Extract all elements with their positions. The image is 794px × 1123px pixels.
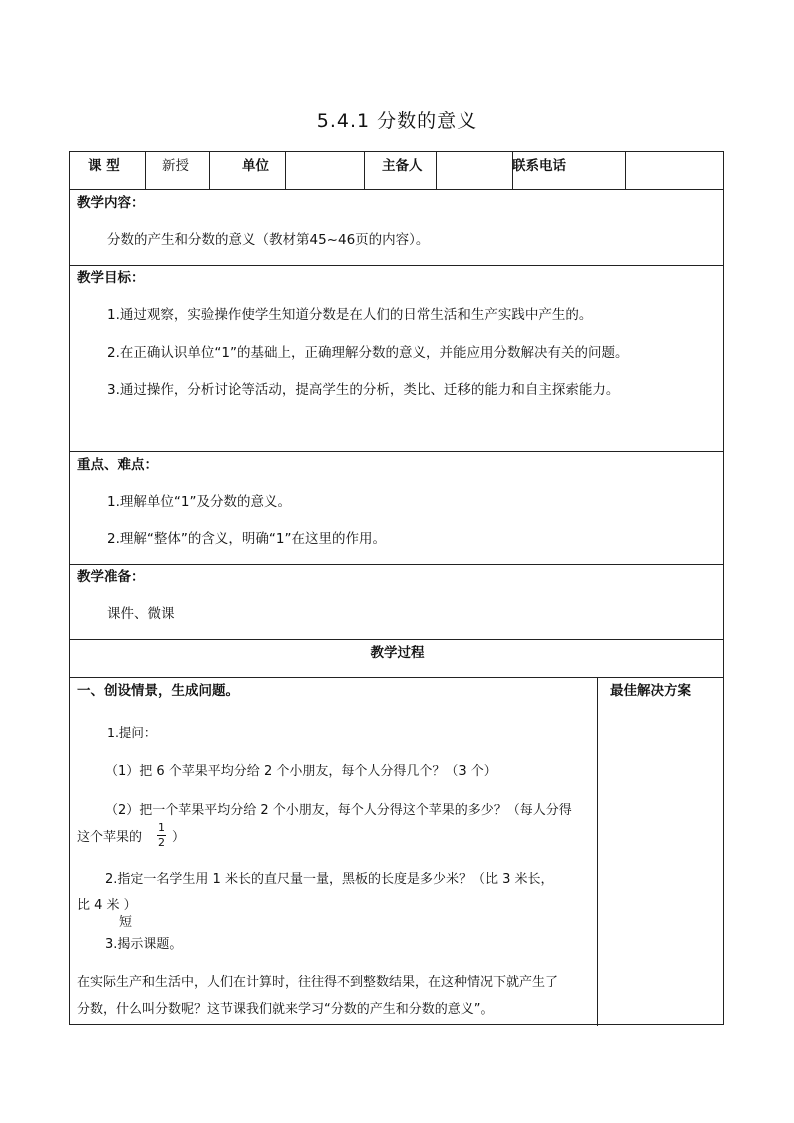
- row-divider: [70, 639, 723, 640]
- paragraph-line1: 在实际生产和生活中，人们在计算时，往往得不到整数结果，在这种情况下就产生了: [77, 975, 559, 990]
- question-2-line2-pre: 这个苹果的: [77, 830, 143, 845]
- content-heading: 教学内容：: [77, 195, 145, 211]
- goals-heading: 教学目标：: [77, 270, 145, 286]
- key-point-item: 1.理解单位“1”及分数的意义。: [107, 494, 291, 510]
- lesson-type-label: 课 型: [88, 158, 120, 174]
- row-divider: [70, 564, 723, 565]
- col-divider: [145, 152, 146, 189]
- prep-text: 课件、微课: [107, 606, 175, 622]
- question-3-short: 短: [119, 915, 133, 930]
- goal-item: 3.通过操作，分析讨论等活动，提高学生的分析，类比、迁移的能力和自主探索能力。: [107, 382, 620, 398]
- fraction-denominator: 2: [158, 836, 165, 849]
- row-divider: [70, 677, 723, 678]
- question-3-line2: 比 4 米 ）: [77, 898, 137, 913]
- col-divider: [625, 152, 626, 189]
- process-heading: 教学过程: [370, 645, 425, 661]
- page-title: 5.4.1 分数的意义: [316, 110, 478, 132]
- col-divider: [436, 152, 437, 189]
- col-divider: [209, 152, 210, 189]
- content-text: 分数的产生和分数的意义（教材第45~46页的内容）。: [107, 232, 430, 248]
- best-solution-label: 最佳解决方案: [610, 683, 691, 699]
- section1-title: 一、创设情景，生成问题。: [77, 683, 239, 699]
- unit-label: 单位: [242, 158, 269, 174]
- fraction-one-half: [157, 822, 166, 849]
- paragraph-line2: 分数，什么叫分数呢？这节课我们就来学习“分数的产生和分数的意义”。: [77, 1002, 494, 1017]
- preparer-label: 主备人: [382, 158, 423, 174]
- lesson-plan-table: [69, 151, 724, 1025]
- col-divider: [285, 152, 286, 189]
- question-2-line1: （2）把一个苹果平均分给 2 个小朋友，每个人分得这个苹果的多少？（每人分得: [105, 803, 572, 818]
- row-divider: [70, 265, 723, 266]
- lesson-type-value: 新授: [162, 158, 189, 174]
- key-point-item: 2.理解“整体”的含义，明确“1”在这里的作用。: [107, 531, 386, 547]
- row-divider: [70, 189, 723, 190]
- col-divider: [364, 152, 365, 189]
- question-2-line2-post: ）: [172, 830, 186, 845]
- phone-label: 联系电话: [512, 158, 566, 174]
- question-3-line1: 2.指定一名学生用 1 米长的直尺量一量，黑板的长度是多少米？（比 3 米长，: [105, 872, 554, 887]
- question-1: （1）把 6 个苹果平均分给 2 个小朋友，每个人分得几个？（3 个）: [105, 764, 497, 779]
- row-divider: [70, 451, 723, 452]
- prep-heading: 教学准备：: [77, 569, 145, 585]
- col-divider: [597, 677, 598, 1026]
- fraction-numerator: 1: [158, 821, 165, 834]
- goal-item: 2.在正确认识单位“1”的基础上，正确理解分数的意义，并能应用分数解决有关的问题。: [107, 345, 629, 361]
- question-4: 3.揭示课题。: [105, 937, 183, 952]
- question-intro: 1.提问：: [107, 725, 157, 740]
- goal-item: 1.通过观察，实验操作使学生知道分数是在人们的日常生活和生产实践中产生的。: [107, 307, 593, 323]
- key-points-heading: 重点、难点：: [77, 457, 158, 473]
